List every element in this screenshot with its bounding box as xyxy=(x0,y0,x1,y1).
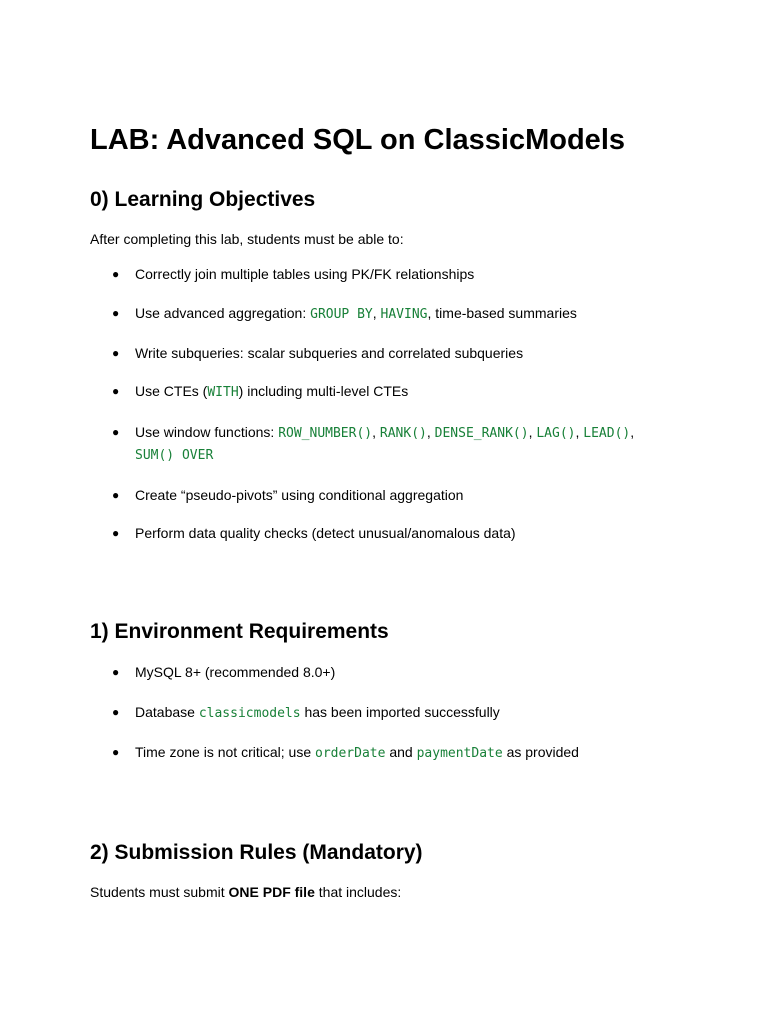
code-order-date: orderDate xyxy=(315,746,386,761)
bullet-icon: ● xyxy=(112,267,120,281)
code-rank: RANK() xyxy=(379,426,427,441)
code-having: HAVING xyxy=(380,307,428,322)
bullet-icon: ● xyxy=(112,526,120,540)
list-item-text: MySQL 8+ (recommended 8.0+) xyxy=(135,664,336,680)
section-heading-submission-rules: 2) Submission Rules (Mandatory) xyxy=(90,841,423,864)
list-item-text: Time zone is not critical; use orderDate and paymentDate as provided xyxy=(135,744,579,761)
bullet-icon: ● xyxy=(112,665,120,679)
list-item-text: Use window functions: ROW_NUMBER(), RANK(), DENSE_RANK(), LAG(), LEAD(), SUM() OVER xyxy=(135,424,635,463)
bullet-icon: ● xyxy=(112,745,120,759)
bullet-icon: ● xyxy=(112,384,120,398)
objectives-intro: After completing this lab, students must be able to: xyxy=(90,231,404,247)
section-heading-learning-objectives: 0) Learning Objectives xyxy=(90,188,316,211)
code-sum-over: SUM() OVER xyxy=(135,448,214,463)
code-with: WITH xyxy=(207,385,239,400)
bullet-icon: ● xyxy=(112,425,120,439)
section-heading-environment-requirements: 1) Environment Requirements xyxy=(90,620,389,643)
list-item-text: Perform data quality checks (detect unusual/anomalous data) xyxy=(135,525,516,541)
list-item-text: Use advanced aggregation: GROUP BY, HAVING, time-based summaries xyxy=(135,305,577,322)
bullet-icon: ● xyxy=(112,346,120,360)
code-lead: LEAD() xyxy=(583,426,631,441)
bullet-icon: ● xyxy=(112,705,120,719)
code-payment-date: paymentDate xyxy=(416,746,503,761)
list-item-text: Use CTEs (WITH) including multi-level CTEs xyxy=(135,383,409,400)
list-item-text: Write subqueries: scalar subqueries and correlated subqueries xyxy=(135,345,524,361)
list-item-text: Database classicmodels has been imported successfully xyxy=(135,704,500,721)
bullet-icon: ● xyxy=(112,306,120,320)
code-row-number: ROW_NUMBER() xyxy=(278,426,373,441)
code-lag: LAG() xyxy=(536,426,576,441)
submission-intro-bold: ONE PDF file xyxy=(228,884,315,900)
bullet-icon: ● xyxy=(112,488,120,502)
document-title: LAB: Advanced SQL on ClassicModels xyxy=(90,124,625,156)
code-group-by: GROUP BY xyxy=(310,307,373,322)
list-item-text: Correctly join multiple tables using PK/FK relationships xyxy=(135,266,475,282)
submission-intro: Students must submit ONE PDF file that includes: xyxy=(90,884,402,900)
code-classicmodels: classicmodels xyxy=(198,706,301,721)
list-item-text: Create “pseudo-pivots” using conditional aggregation xyxy=(135,487,464,503)
code-dense-rank: DENSE_RANK() xyxy=(434,426,529,441)
